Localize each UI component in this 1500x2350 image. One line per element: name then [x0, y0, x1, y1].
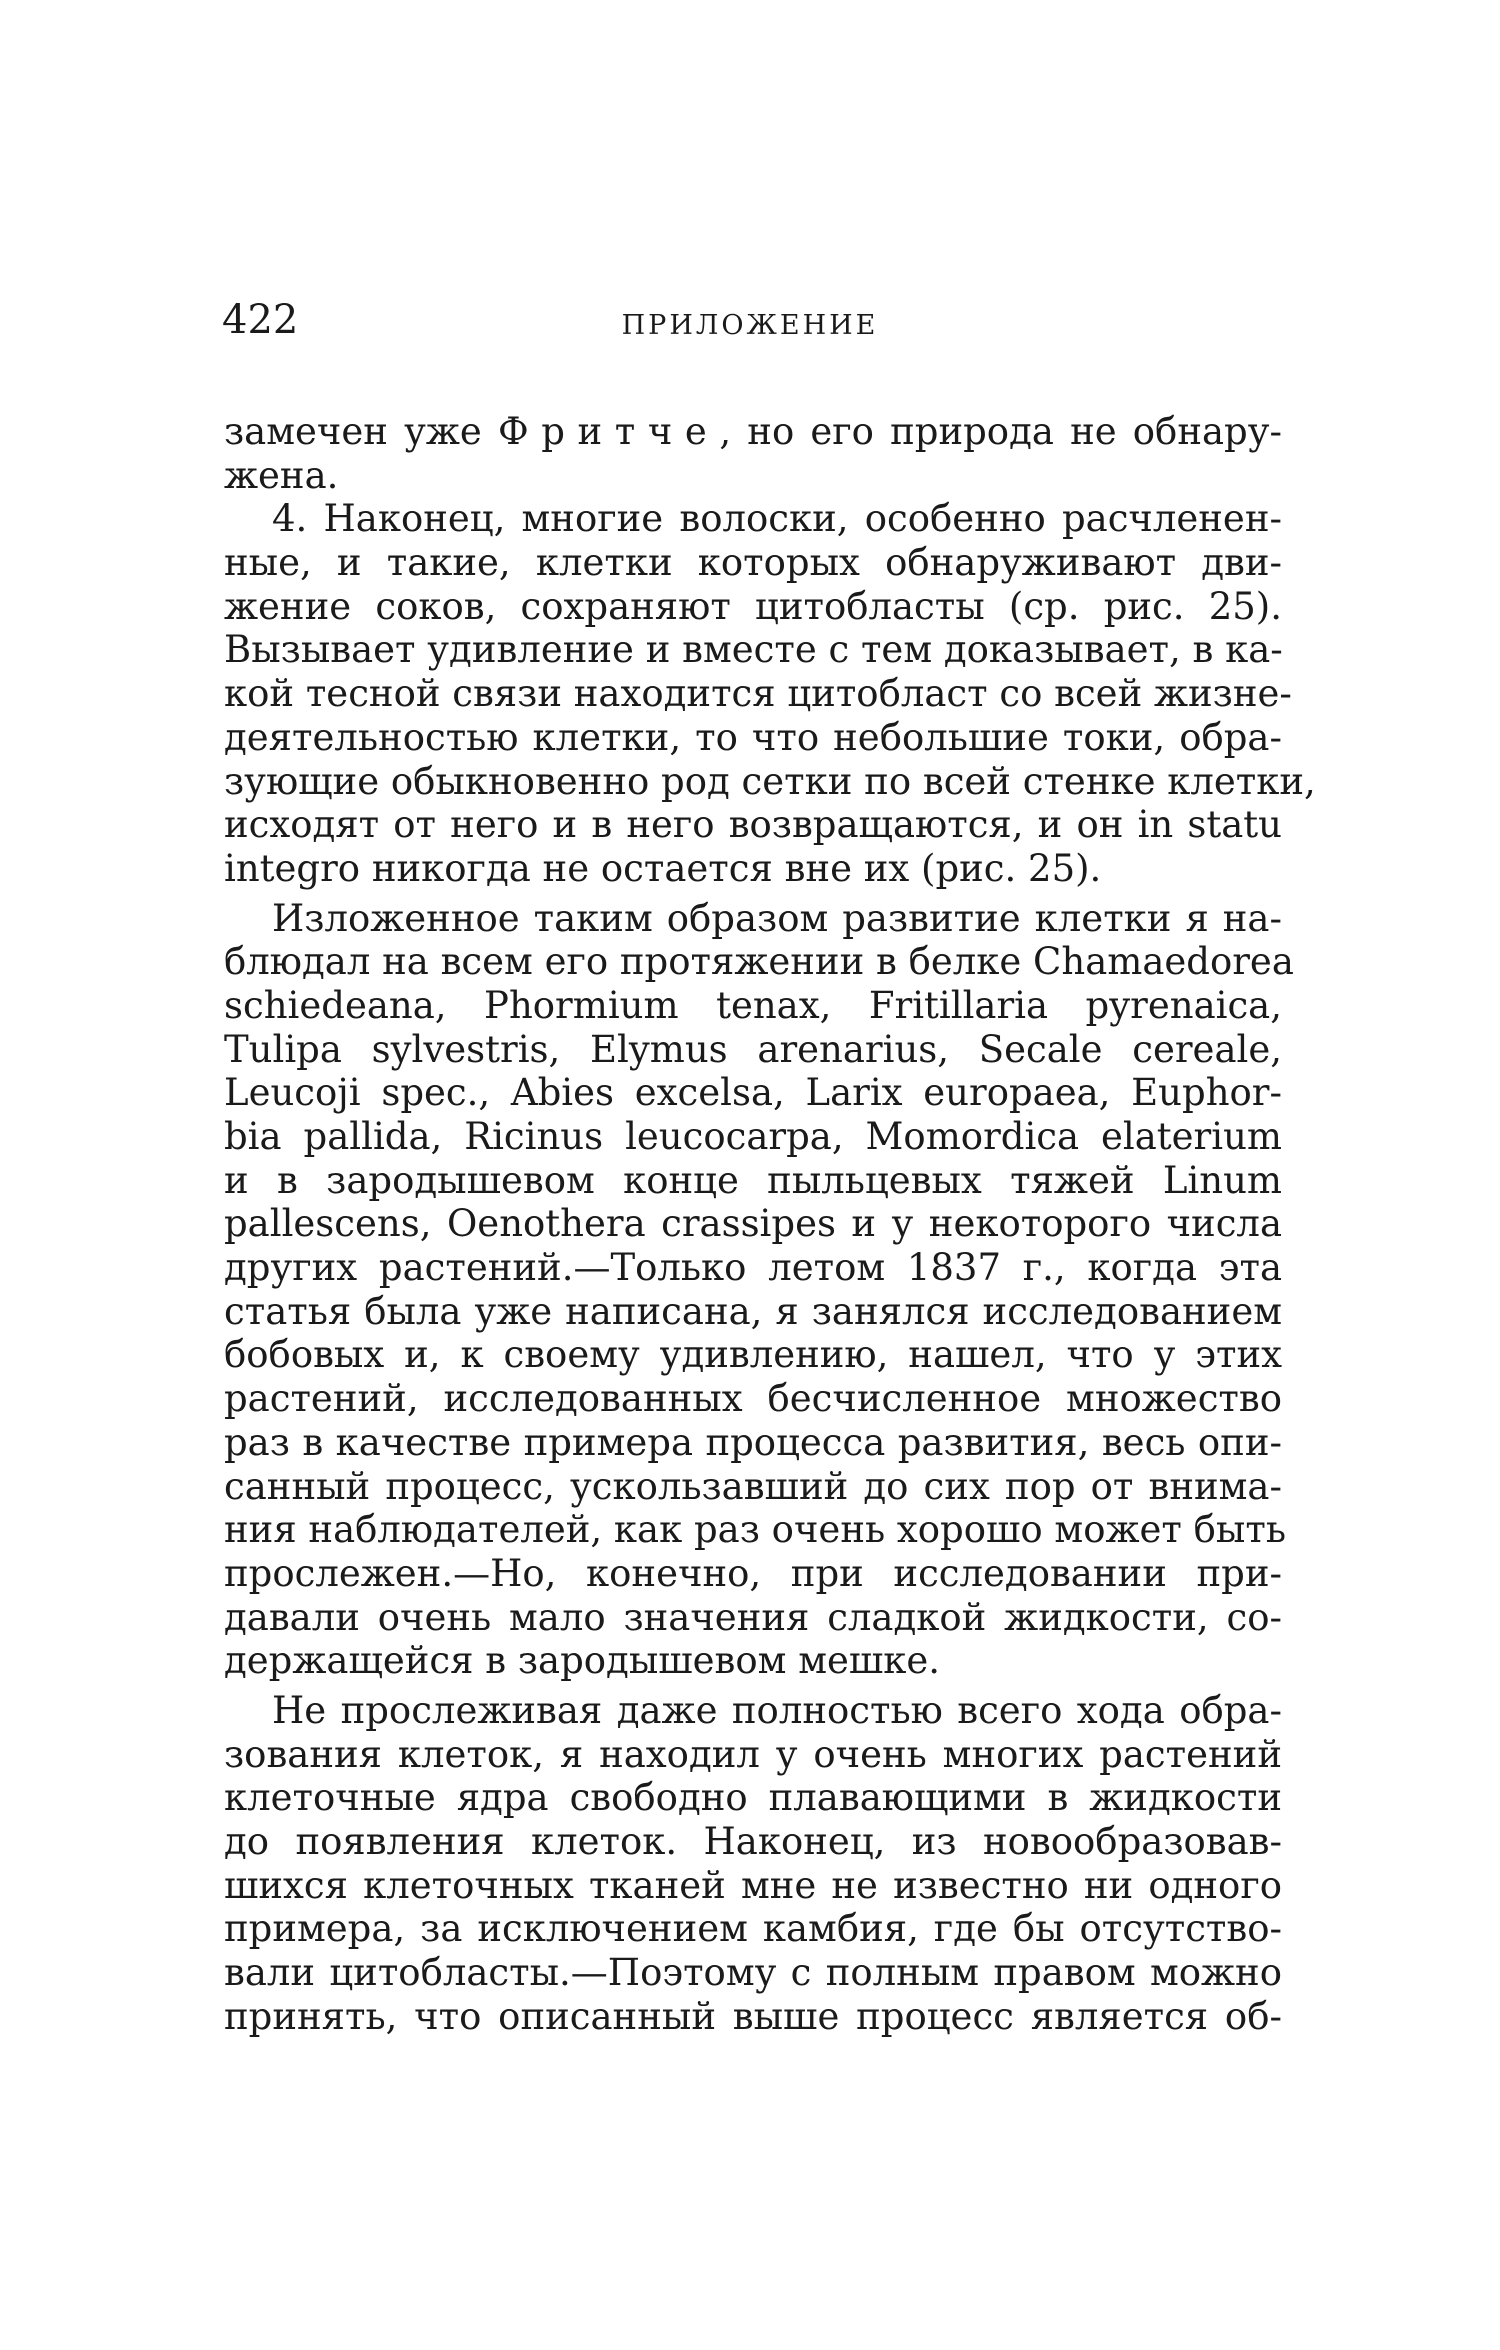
text-line: давали очень мало значения сладкой жидкости, со-	[224, 1595, 1282, 1639]
text-line: держащейся в зародышевом мешке.	[224, 1639, 941, 1683]
text-line	[224, 410, 1282, 454]
text-line: Вызывает удивление и вместе с тем доказывает, в ка-	[224, 628, 1283, 672]
text-line: зующие обыкновенно род сетки по всей стенке клетки,	[224, 759, 1316, 803]
text-line: деятельностью клетки, то что небольшие токи, обра-	[224, 715, 1282, 759]
page-number: 422	[222, 297, 299, 343]
text-line: 4. Наконец, многие волоски, особенно расчленен-	[272, 497, 1282, 541]
text-line: статья была уже написана, я занялся исследованием	[224, 1289, 1282, 1333]
text-line: примера, за исключением камбия, где бы отсутство-	[224, 1907, 1282, 1951]
text-line: вали цитобласты.—Поэтому с полным правом можно	[224, 1951, 1282, 1995]
body-text	[224, 410, 1316, 2038]
paragraph-1	[224, 410, 1282, 497]
text-line: bia pallida, Ricinus leucocarpa, Momordica elaterium	[224, 1115, 1282, 1158]
text-line: Изложенное таким образом развитие клетки я на-	[272, 896, 1282, 940]
text-line: санный процесс, ускользавший до сих пор от внима-	[224, 1464, 1282, 1508]
text-line: Leucoji spec., Abies excelsa, Larix europaea, Euphor-	[224, 1071, 1282, 1115]
text-line: до появления клеток. Наконец, из новообразовав-	[224, 1820, 1282, 1863]
paragraph-4	[224, 1689, 1282, 2039]
text-line: жена.	[224, 453, 339, 497]
text-line: раз в качестве примера процесса развития, весь опи-	[224, 1420, 1282, 1464]
text-line: ные, и такие, клетки которых обнаруживают дви-	[224, 541, 1282, 585]
text-line: других растений.—Только летом 1837 г., когда эта	[224, 1246, 1282, 1290]
text-line: кой тесной связи находится цитобласт со всей жизне-	[224, 672, 1292, 716]
text-line: schiedeana, Phormium tenax, Fritillaria pyrenaica,	[224, 983, 1282, 1027]
text-line: жение соков, сохраняют цитобласты (ср. рис. 25).	[224, 584, 1282, 628]
text-line: Не прослеживая даже полностью всего хода обра-	[272, 1688, 1282, 1732]
text-fragment: , но его природа не обнару-	[719, 410, 1283, 453]
text-line: и в зародышевом конце пыльцевых тяжей Linum	[224, 1158, 1282, 1202]
text-line: растений, исследованных бесчисленное множество	[224, 1377, 1282, 1421]
text-line: integro никогда не остается вне их (рис. 25).	[224, 846, 1102, 890]
text-line: ния наблюдателей, как раз очень хорошо может быть	[224, 1508, 1286, 1552]
text-line: блюдал на всем его протяжении в белке Chamaedorea	[224, 940, 1294, 984]
text-line: шихся клеточных тканей мне не известно ни одного	[224, 1863, 1282, 1907]
text-line: клеточные ядра свободно плавающими в жидкости	[224, 1776, 1282, 1820]
text-line: бобовых и, к своему удивлению, нашел, что у этих	[224, 1333, 1282, 1377]
author-name: Фритче	[497, 410, 720, 453]
paragraph-2	[224, 497, 1316, 890]
paragraph-3	[224, 896, 1294, 1683]
text-line: прослежен.—Но, конечно, при исследовании при-	[224, 1551, 1282, 1595]
text-line: принять, что описанный выше процесс является об-	[224, 1994, 1282, 2038]
text-line: pallescens, Oenothera crassipes и у некоторого числа	[224, 1202, 1282, 1246]
text-fragment: замечен уже	[224, 410, 482, 453]
text-line: исходят от него и в него возвращаются, и он in statu	[224, 803, 1282, 847]
text-line: Tulipa sylvestris, Elymus arenarius, Secale cereale,	[224, 1027, 1282, 1071]
text-line: зования клеток, я находил у очень многих растений	[224, 1732, 1282, 1776]
running-head: ПРИЛОЖЕНИЕ	[621, 310, 879, 341]
